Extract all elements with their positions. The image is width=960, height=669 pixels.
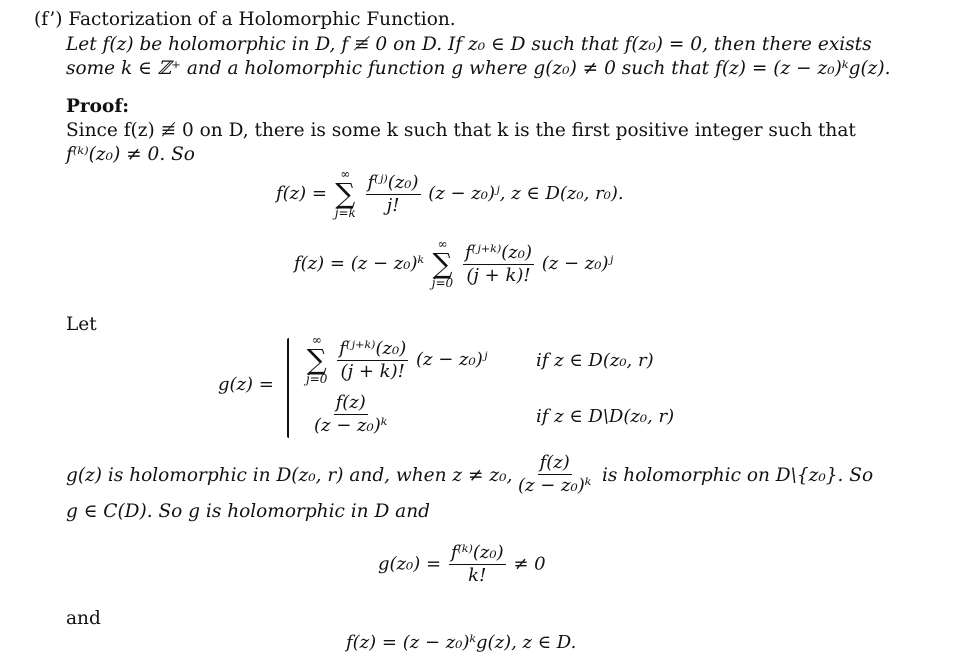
- let-label: Let: [66, 314, 97, 335]
- piecewise-brace: [287, 338, 289, 438]
- eq1-lhs: f(z) =: [276, 183, 327, 204]
- eq4-fraction: [449, 543, 506, 586]
- holomorphic-line-2: g ∈ C(D). So g is holomorphic in D and: [66, 501, 430, 522]
- proof-line-2: f⁽ᵏ⁾(z₀) ≠ 0. So: [66, 144, 195, 165]
- eq2-lhs: f(z) = (z − z₀)ᵏ: [294, 253, 425, 274]
- section-heading: (f’) Factorization of a Holomorphic Function.: [34, 9, 456, 30]
- eq2-numerator: f⁽ʲ⁺ᵏ⁾(z₀): [464, 241, 533, 263]
- eq3-case2-fraction: [312, 393, 389, 436]
- eq3-case1-tail: (z − z₀)ʲ: [415, 349, 488, 370]
- holomorphic-line-1-fraction-wrap: [514, 453, 595, 496]
- eq3-case1-sum-bottom: j=0: [306, 372, 328, 386]
- eq4-denominator: k!: [468, 565, 487, 586]
- eq3-case1-fraction: [337, 339, 408, 382]
- holomorphic-line-1-end: is holomorphic on D\{z₀}. So: [602, 465, 874, 486]
- eq1-tail: (z − z₀)ʲ, z ∈ D(z₀, r₀).: [428, 183, 624, 204]
- statement-line-1: Let f(z) be holomorphic in D, f ≢ 0 on D. If z₀ ∈ D such that f(z₀) = 0, then there exists: [66, 34, 872, 55]
- eq3-case-1: [304, 334, 487, 386]
- eq1-denominator: j!: [386, 194, 400, 216]
- equation-2: [294, 238, 613, 290]
- and-label: and: [66, 608, 101, 629]
- eq3-case1-numerator: f⁽ʲ⁺ᵏ⁾(z₀): [339, 337, 407, 359]
- eq2-fraction: [463, 243, 534, 286]
- sigma-icon: ∑: [306, 343, 327, 376]
- eq3-case-2: [310, 393, 391, 436]
- eq2-sum: [432, 238, 453, 290]
- equation-4: [378, 543, 546, 586]
- equation-1: [276, 168, 624, 220]
- eq3-case2-denominator: (z − z₀)ᵏ: [314, 415, 388, 436]
- proof-label: Proof:: [66, 96, 130, 117]
- statement-line-2: some k ∈ ℤ⁺ and a holomorphic function g where g(z₀) ≠ 0 such that f(z) = (z − z₀)ᵏg(z).: [66, 58, 891, 79]
- eq2-sum-top: ∞: [437, 237, 448, 251]
- eq1-sum: [335, 168, 356, 220]
- proof-line-1: Since f(z) ≢ 0 on D, there is some k such that k is the first positive integer such that: [66, 120, 856, 141]
- eq1-numerator: f⁽ʲ⁾(z₀): [367, 171, 419, 193]
- eq2-tail: (z − z₀)ʲ: [541, 253, 614, 274]
- eq1-fraction: [366, 173, 421, 216]
- eq4-lhs: g(z₀) =: [378, 553, 442, 575]
- holomorphic-line-1-denominator: (z − z₀)ᵏ: [518, 475, 592, 496]
- eq2-denominator: (j + k)!: [466, 264, 531, 286]
- eq2-sum-bottom: j=0: [431, 276, 454, 290]
- eq3-case2-condition: if z ∈ D\D(z₀, r): [536, 406, 675, 427]
- equation-5: f(z) = (z − z₀)ᵏg(z), z ∈ D.: [346, 632, 577, 653]
- sigma-icon: ∑: [335, 177, 356, 210]
- eq3-case1-sum: [306, 334, 327, 386]
- eq1-sum-bottom: j=k: [334, 206, 356, 220]
- eq1-sum-top: ∞: [340, 167, 351, 181]
- eq3-lhs: g(z) =: [218, 374, 274, 395]
- sigma-icon: ∑: [432, 247, 453, 280]
- holomorphic-line-1-fraction: [516, 453, 593, 496]
- eq3-case1-denominator: (j + k)!: [340, 360, 405, 382]
- holomorphic-line-1-start: g(z) is holomorphic in D(z₀, r) and, when z ≠ z₀,: [66, 465, 513, 486]
- eq3-case2-numerator: f(z): [335, 392, 366, 413]
- eq4-tail: ≠ 0: [513, 553, 546, 575]
- eq3-case1-sum-top: ∞: [311, 333, 322, 347]
- eq4-numerator: f⁽ᵏ⁾(z₀): [450, 542, 504, 563]
- holomorphic-line-1-numerator: f(z): [539, 452, 570, 473]
- eq3-case1-condition: if z ∈ D(z₀, r): [536, 350, 654, 371]
